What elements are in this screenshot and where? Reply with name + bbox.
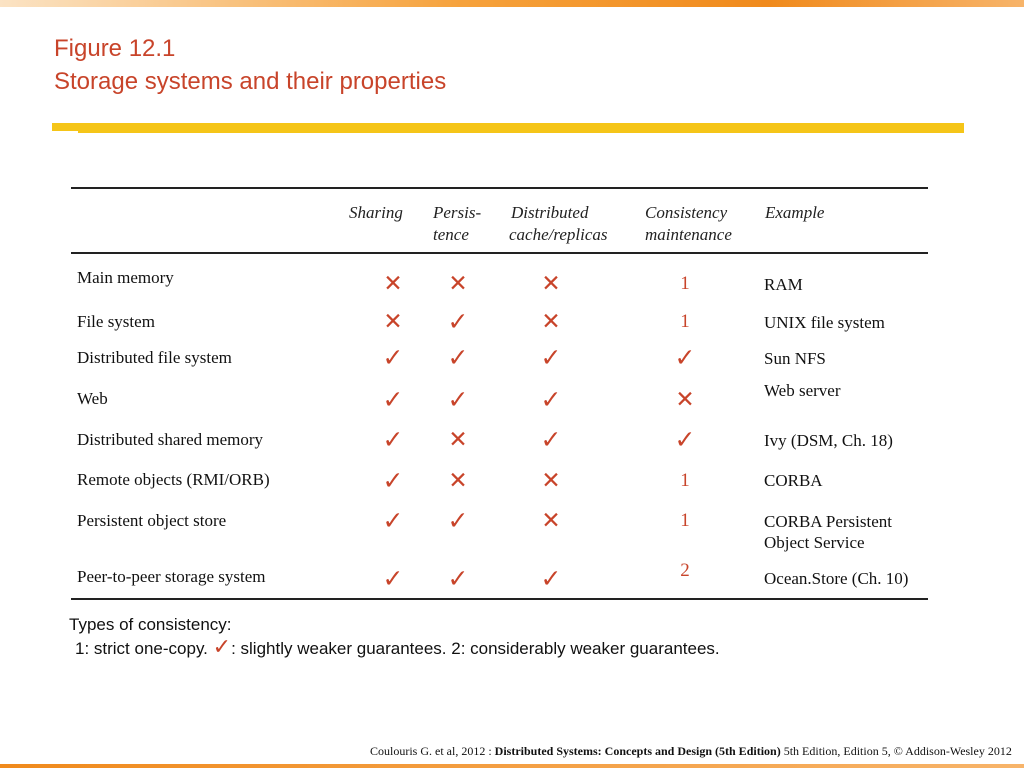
- example-text: Object Service: [764, 533, 865, 552]
- checkmark-icon: ✓: [674, 425, 696, 454]
- consistency-level: 1: [680, 510, 690, 531]
- example-cell: [764, 380, 841, 401]
- checkmark-icon: ✓: [540, 343, 562, 372]
- row-label: Distributed shared memory: [77, 430, 264, 449]
- checkmark-icon: ✓: [382, 343, 404, 372]
- underline-notch: [52, 131, 78, 134]
- figure-number: Figure 12.1: [54, 35, 176, 62]
- table-header-rule: [71, 252, 928, 254]
- header-persistence: Persis- tence: [433, 203, 482, 244]
- example-cell: [764, 430, 893, 451]
- cross-icon: ✕: [448, 427, 468, 453]
- row-label: Remote objects (RMI/ORB): [77, 470, 270, 489]
- example-text: Web server: [764, 381, 841, 400]
- header-distributed-cache: Distributed cache/replicas: [509, 203, 608, 244]
- book-title: Distributed Systems: Concepts and Design (5th Edition): [494, 744, 781, 758]
- bottom-accent-bar: [0, 764, 1024, 768]
- checkmark-icon: ✓: [382, 425, 404, 454]
- example-cell: [764, 312, 885, 333]
- cross-icon: ✕: [541, 271, 561, 297]
- checkmark-icon: ✓: [674, 343, 696, 372]
- checkmark-icon: ✓: [382, 385, 404, 414]
- checkmark-icon: ✓: [540, 564, 562, 593]
- legend-weaker: : slightly weaker guarantees. 2: considerably weaker guarantees.: [231, 639, 720, 658]
- consistency-level: 1: [680, 273, 690, 294]
- checkmark-icon: ✓: [540, 385, 562, 414]
- cross-icon: ✕: [541, 309, 561, 335]
- row-label: File system: [77, 312, 155, 331]
- example-cell: [764, 274, 803, 295]
- consistency-level: 1: [680, 470, 690, 491]
- consistency-legend: [69, 613, 720, 660]
- checkmark-icon: ✓: [212, 635, 232, 660]
- row-label: Distributed file system: [77, 348, 232, 367]
- cross-icon: ✕: [541, 468, 561, 494]
- checkmark-icon: ✓: [447, 564, 469, 593]
- header-example: Example: [765, 203, 825, 222]
- slide-title: [54, 32, 446, 98]
- figure-caption: Storage systems and their properties: [54, 68, 447, 95]
- example-text: Sun NFS: [764, 349, 826, 368]
- example-cell: [764, 348, 826, 369]
- legend-title: Types of consistency:: [69, 615, 232, 634]
- example-text: Ivy (DSM, Ch. 18): [764, 431, 893, 450]
- title-underline-bar: [52, 123, 964, 133]
- cross-icon: ✕: [383, 271, 403, 297]
- example-text: CORBA Persistent: [764, 512, 892, 531]
- checkmark-icon: ✓: [382, 564, 404, 593]
- table-bottom-rule: [71, 598, 928, 600]
- cross-icon: ✕: [448, 271, 468, 297]
- cross-icon: ✕: [541, 508, 561, 534]
- cross-icon: ✕: [383, 309, 403, 335]
- consistency-level: 1: [680, 311, 690, 332]
- example-cell: [764, 470, 823, 491]
- checkmark-icon: ✓: [382, 466, 404, 495]
- row-label: Peer-to-peer storage system: [77, 567, 266, 586]
- example-text: CORBA: [764, 471, 823, 490]
- row-label: Main memory: [77, 268, 174, 287]
- example-cell: [764, 568, 908, 589]
- checkmark-icon: ✓: [447, 307, 469, 336]
- cross-icon: ✕: [448, 468, 468, 494]
- checkmark-icon: ✓: [382, 506, 404, 535]
- legend-strict: 1: strict one-copy.: [75, 639, 208, 658]
- row-label: Persistent object store: [77, 511, 227, 530]
- checkmark-icon: ✓: [540, 425, 562, 454]
- example-cell: [764, 511, 892, 553]
- cross-icon: ✕: [675, 387, 695, 413]
- checkmark-icon: ✓: [447, 343, 469, 372]
- checkmark-icon: ✓: [447, 385, 469, 414]
- header-consistency: Consistency maintenance: [645, 203, 732, 244]
- checkmark-icon: ✓: [447, 506, 469, 535]
- example-text: RAM: [764, 275, 803, 294]
- header-sharing: Sharing: [349, 203, 403, 222]
- citation-footer: Coulouris G. et al, 2012 : Distributed Systems: Concepts and Design (5th Edition) 5th Edition, Edition 5, © Addison-Wesley 2012: [370, 744, 1012, 758]
- row-label: Web: [77, 389, 108, 408]
- table-top-rule: [71, 187, 928, 189]
- top-accent-bar: [0, 0, 1024, 7]
- consistency-level: 2: [680, 560, 690, 581]
- example-text: UNIX file system: [764, 313, 885, 332]
- legend-definitions: [69, 636, 720, 660]
- example-text: Ocean.Store (Ch. 10): [764, 569, 909, 588]
